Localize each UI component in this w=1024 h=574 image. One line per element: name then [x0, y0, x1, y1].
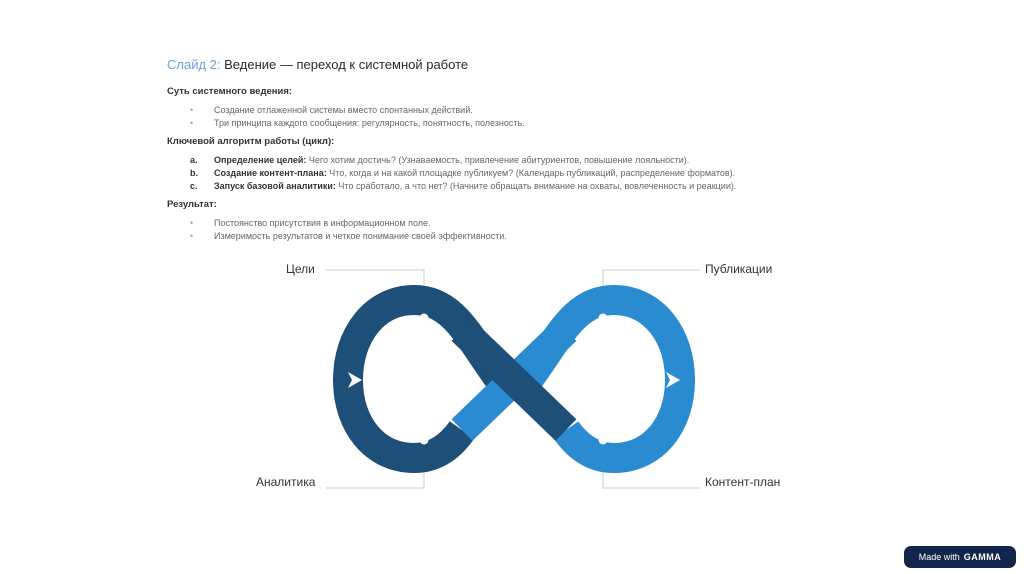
list-item: a. Определение целей: Чего хотим достичь? (Узнаваемость, привлечение абитуриентов, повышение лояльности). [190, 155, 690, 165]
made-with-gamma-badge[interactable] [904, 546, 1016, 568]
list-item: • Три принципа каждого сообщения: регулярность, понятность, полезность. [190, 118, 525, 128]
result-heading: Результат: [167, 199, 217, 210]
gamma-logo: GAMMA [963, 552, 1002, 562]
dot-publications [599, 314, 608, 323]
algorithm-heading: Ключевой алгоритм работы (цикл): [167, 136, 335, 147]
bullet-icon: • [190, 105, 194, 115]
slide-number: Слайд 2: [167, 57, 221, 72]
label-content-plan: Контент-план [705, 475, 781, 489]
list-item: • Измеримость результатов и четкое понимание своей эффективности. [190, 231, 507, 241]
bullet-icon: • [190, 218, 194, 228]
label-analytics: Аналитика [256, 475, 316, 489]
bullet-icon: • [190, 118, 194, 128]
label-publications: Публикации [705, 262, 773, 276]
label-goals: Цели [286, 262, 315, 276]
slide-title-text: Ведение — переход к системной работе [224, 57, 469, 72]
dot-goals [420, 314, 429, 323]
list-item: • Постоянство присутствия в информационном поле. [190, 218, 431, 228]
list-item: • Создание отлаженной системы вместо спонтанных действий. [190, 105, 473, 115]
bullet-icon: • [190, 231, 194, 241]
badge-prefix: Made with [918, 552, 960, 562]
dot-content-plan [599, 436, 608, 445]
dot-analytics [420, 436, 429, 445]
essence-heading: Суть системного ведения: [167, 86, 293, 97]
list-item: b. Создание контент-плана: Что, когда и на какой площадке публикуем? (Календарь публикаций, распределение форматов). [190, 168, 736, 178]
list-item: c. Запуск базовой аналитики: Что сработало, а что нет? (Начните обращать внимание на охваты, вовлеченность и реакции). [190, 181, 737, 191]
